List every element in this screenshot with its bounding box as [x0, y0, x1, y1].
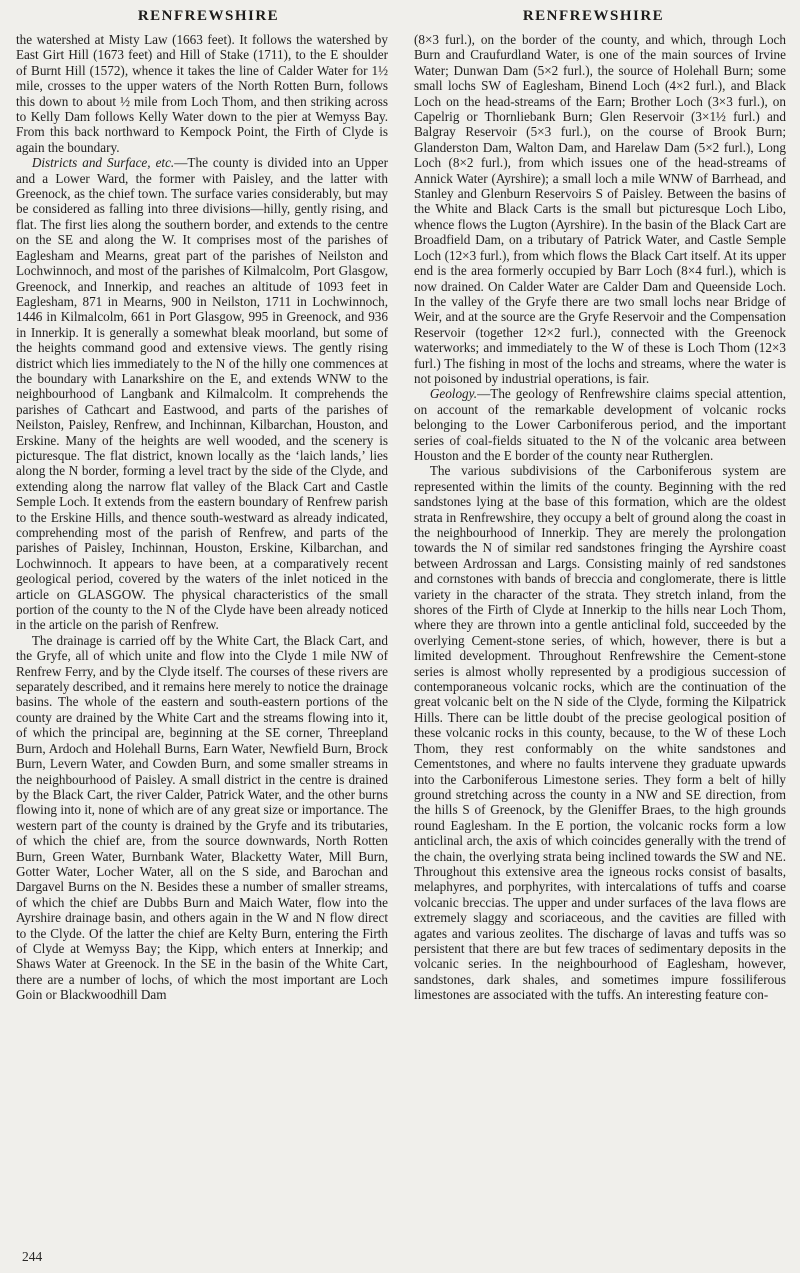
paragraph-text: —The county is divided into an Upper and a Lower Ward, the former with Paisley, and the latter with Greenock, as the chief town. The surface varies considerably, but may be considered as falling into three divisions—hilly, gently rising, and flat. The first lies along the southern border, and extends to the centre on the SE and along the W. It comprises most of the parishes of Eaglesham and Mearns, great part of the parishes of Neilston and Lochwinnoch, and most of the parishes of Kilmalcolm, Port Glasgow, Greenock, and Innerkip, and reaches an altitude of 1093 feet in Eaglesham, 871 in Mearns, 900 in Neilston, 1711 in Lochwinnoch, 1446 in Kilmalcolm, 661 in Port Glasgow, 995 in Greenock, and 936 in Innerkip. It is generally a somewhat bleak moorland, but some of the heights command good and extensive views. The gently rising district which lies immediately to the N of the hilly one commences at the boundary with Lanarkshire on the E, and extends WNW to the neighbourhood of Langbank and Kilmalcolm. It comprehends the parishes of Cathcart and Eastwood, and parts of the parishes of Neilston, Paisley, Renfrew, and Inchinnan, Kilbarchan, Houston, and Erskine. Many of the heights are well wooded, and the scenery is picturesque. The flat district, known locally as the ‘laich lands,’ lies along the N border, forming a level tract by the side of the Clyde, and extending along the narrow flat valley of the Black Cart and Castle Semple Loch. It extends from the eastern boundary of Renfrew parish to the Erskine Hills, and thence south-westward as already indicated, comprehending most of the parish of Renfrew, and parts of the parishes of Paisley, Inchinnan, Houston, Erskine, Kilbarchan, and Lochwinnoch. It appears to have been, at a comparatively recent geological period, covered by the waters of the inlet noticed in the article on GLASGOW. The physical characteristics of the small portion of the county to the N of the Clyde have been already noticed in the article on the parish of Renfrew. [16, 155, 388, 633]
text-columns [16, 32, 786, 1003]
paragraph-text: (8×3 furl.), on the border of the county, and which, through Loch Burn and Craufurdland Water, is one of the main sources of Irvine Water; Dunwan Dam (5×2 furl.), the source of Holehall Burn; some small lochs SW of Eaglesham, Binend Loch (4×2 furl.), and Black Loch on the head-streams of the Earn; Brother Loch (3×3 furl.), on Capelrig or Thornliebank Burn; Glen Reservoir (3×1½ furl.) and Balgray Reservoir (5×3 furl.), on the course of Brook Burn; Glanderston Dam, Walton Dam, and Harelaw Dam (5×2 furl.), Long Loch (8×2 furl.), from which issues one of the head-streams of Annick Water (Ayrshire); a small loch a mile WNW of Barrhead, and Stanley and Glenburn Reservoirs S of Paisley. Between the basins of the White and Black Carts is the small but picturesque Loch Libo, whence flows the Lugton (Ayrshire). In the basin of the Black Cart are Broadfield Dam, on a tributary of Patrick Water, and Castle Semple Loch (12×3 furl.), from which flows the Black Cart itself. At its upper end is the area formerly occupied by Barr Loch (8×4 furl.), which is now drained. On Calder Water are Calder Dam and Queenside Loch. In the valley of the Gryfe there are two small lochs near Bridge of Weir, and at the source are the Gryfe Reservoir and the Compensation Reservoir (together 12×2 furl.), connected with the Greenock waterworks; and immediately to the W of these is Loch Thom (12×3 furl.) The fishing in most of the lochs and streams, where the water is not poisoned by industrial operations, is fair. [414, 32, 786, 386]
paragraph-districts-and-surface [16, 155, 388, 633]
paragraph-lead: Geology. [429, 386, 478, 402]
running-heads [16, 8, 786, 25]
paragraph-text: —The geology of Renfrewshire claims special attention, on account of the remarkable development of volcanic rocks belonging to the Lower Carboniferous period, and the important series of coal-fields situated to the N of the volcanic area between Houston and the E border of the county near Rutherglen. [414, 386, 786, 463]
paragraph-boundary-continuation [16, 32, 388, 155]
paragraph-text: The various subdivisions of the Carboniferous system are represented within the limits of the county. Beginning with the red sandstones lying at the base of this formation, which are the oldest strata in Renfrewshire, they occupy a belt of ground along the coast in the neighbourhood of Innerkip. They are merely the prolongation towards the N of similar red sandstones fringing the Ayrshire coast between Ardrossan and Largs. Consisting mainly of red sandstones and cornstones with bands of breccia and conglomerate, there is little variety in the character of the strata. They stretch inland, from the shores of the Firth of Clyde at Innerkip to the hills near Loch Thom, where they are thrown into a gentle anticlinal fold, succeeded by the overlying Cement-stone series, of which, however, there is but a limited development. Throughout Renfrewshire the Cement-stone series is almost wholly represented by a prodigious succession of contemporaneous volcanic rocks, which are the continuation of the great volcanic belt on the N side of the Clyde, forming the Kilpatrick Hills. There can be little doubt of the precise geological position of these volcanic rocks in this county, because, to the W of these Loch Thom, they rest conformably on the white sandstones and Cementstones, and where no faults intervene they graduate upwards into the Carboniferous Limestone series. They form a belt of hilly ground stretching across the county in a NW and SE direction, from the hills S of Greenock, by the Gleniffer Braes, to the high grounds round Eaglesham. In the E portion, the volcanic rocks form a low anticlinal arch, the axis of which coincides generally with the trend of the chain, the overlying strata being inclined towards the SW and NE. Throughout this extensive area the igneous rocks consist of basalts, melaphyres, and porphyrites, with intercalations of tuffs and coarse volcanic breccias. The upper and under surfaces of the lava flows are extremely slaggy and scoriaceous, and the cavities are filled with agates and various zeolites. The discharge of lavas and tuffs was so persistent that there are but few traces of sedimentary deposits in the volcanic series. In the neighbourhood of Eaglesham, however, sandstones, dark shales, and sometimes impure fossiliferous limestones are associated with the tuffs. An interesting feature con- [414, 463, 786, 1003]
running-head-left: RENFREWSHIRE [137, 8, 280, 24]
right-column [414, 32, 786, 1003]
paragraph-lead: Districts and Surface, etc. [31, 155, 175, 171]
paragraph-text: The drainage is carried off by the White Cart, the Black Cart, and the Gryfe, all of which unite and flow into the Clyde 1 mile NW of Renfrew Ferry, and by the Clyde itself. The courses of these rivers are separately described, and it remains here merely to notice the drainage basins. The whole of the eastern and south-eastern portions of the county are drained by the White Cart and the streams flowing into it, of which the principal are, beginning at the SE corner, Threepland Burn, Ardoch and Holehall Burns, Earn Water, Newfield Burn, Brock Burn, Levern Water, and Cowden Burn, and some smaller streams in the neighbourhood of Paisley. A small district in the centre is drained by the Black Cart, the river Calder, Patrick Water, and the other burns flowing into it, none of which are of any great size or importance. The western part of the county is drained by the Gryfe and its tributaries, of which the chief are, from the source downwards, North Rotten Burn, Green Water, Burnbank Water, Blacketty Water, Mill Burn, Gotter Water, Locher Water, all on the S side, and Barochan and Dargavel Burns on the N. Besides these a number of smaller streams, of which the chief are Dubbs Burn and Maich Water, flow into the Ayrshire drainage basin, and others again in the W and N flow direct to the Clyde. Of the latter the chief are Kelty Burn, entering the Firth of Clyde at Wemyss Bay; the Kipp, which enters at Innerkip; and Shaws Water at Greenock. In the SE in the basin of the White Cart, there are a number of lochs, of which the most important are Loch Goin or Blackwoodhill Dam [16, 632, 388, 1003]
paragraph-text: the watershed at Misty Law (1663 feet). It follows the watershed by East Girt Hill (1673 feet) and Hill of Stake (1711), to the E shoulder of Burnt Hill (1572), whence it takes the line of Calder Water for 1½ mile, crosses to the upper waters of the North Rotten Burn, follows this down to about ½ mile from Loch Thom, and then striking across to Kelly Dam follows Kelly Water down to the pier at Wemyss Bay. From this back northward to Kempock Point, the Firth of Clyde is again the boundary. [16, 32, 388, 155]
running-head-right: RENFREWSHIRE [522, 8, 665, 24]
page-number: 244 [22, 1249, 43, 1264]
paragraph-lochs-continuation [414, 32, 786, 386]
paragraph-carboniferous [414, 463, 786, 1002]
left-column [16, 32, 388, 1003]
paragraph-drainage [16, 633, 388, 1003]
paragraph-geology [414, 386, 786, 463]
